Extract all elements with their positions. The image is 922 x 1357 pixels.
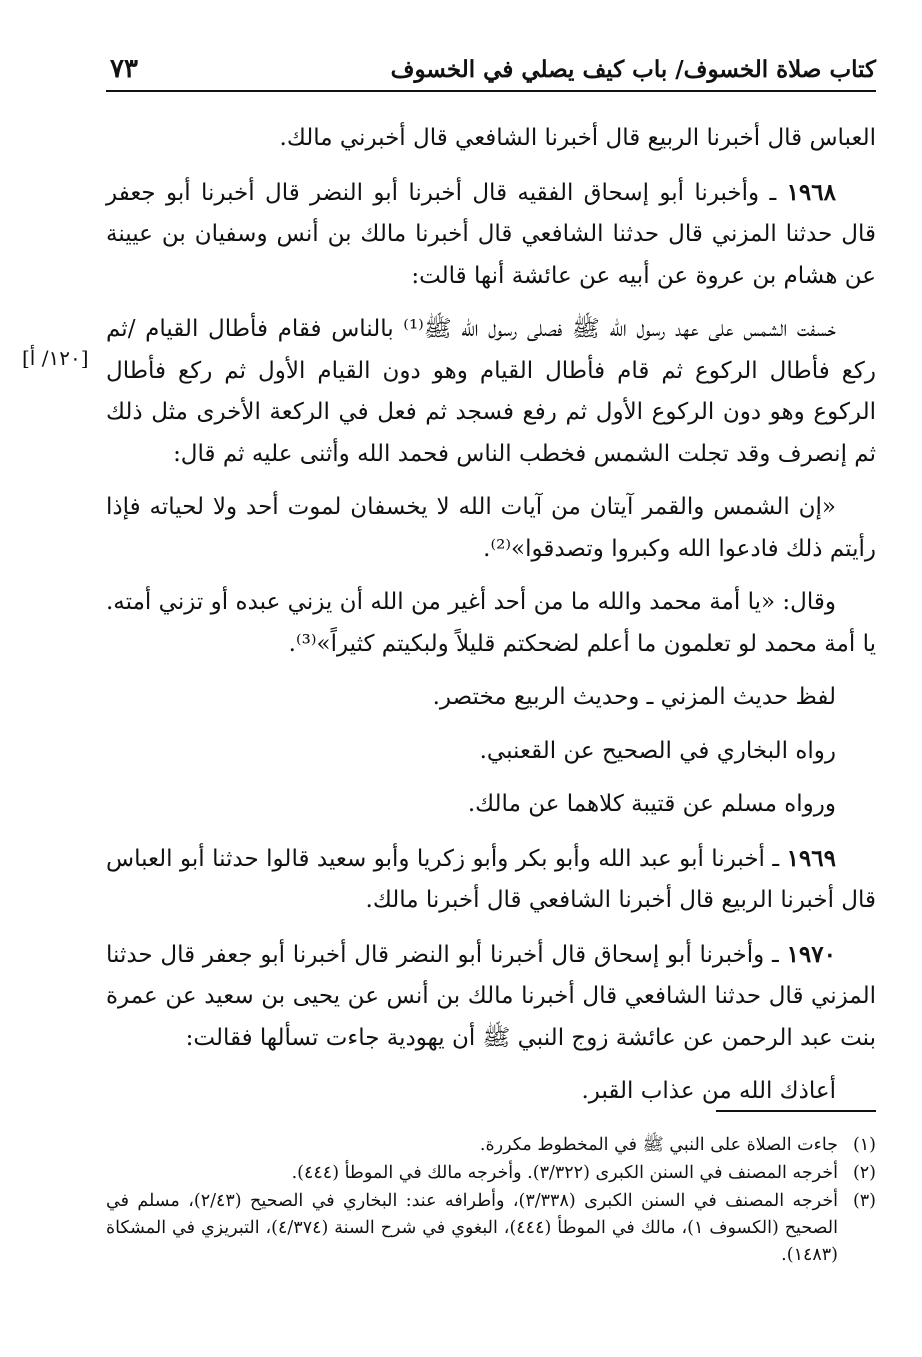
footnote <box>106 1160 876 1187</box>
hadith-number: ١٩٦٨ <box>786 178 836 206</box>
paragraph-text: ـ وأخبرنا أبو إسحاق الفقيه قال أخبرنا أبو النضر قال أخبرنا أبو جعفر قال حدثنا المزني قال حدثنا الشافعي قال أخبرنا مالك بن أنس وسفيان بن عيينة عن هشام بن عروة عن أبيه عن عائشة أنها قالت: <box>106 179 876 289</box>
paragraph-text: ـ وأخبرنا أبو إسحاق قال أخبرنا أبو النضر قال أخبرنا أبو جعفر قال حدثنا المزني قال حدثنا الشافعي قال أخبرنا مالك بن أنس عن يحيى بن سعيد عن عمرة بنت عبد الرحمن عن عائشة زوج النبي ﷺ أن يهودية جاءت تسألها فقالت: <box>106 941 876 1051</box>
page-header <box>106 50 876 92</box>
paragraph-text: «إن الشمس والقمر آيتان من آيات الله لا يخسفان لموت أحد ولا لحياته فإذا رأيتم ذلك فادعوا الله وكبروا وتصدقوا»⁽²⁾. <box>106 494 876 562</box>
footnotes <box>106 1132 876 1270</box>
paragraph <box>106 309 876 475</box>
paragraph <box>106 487 876 570</box>
paragraph-text: وقال: «يا أمة محمد والله ما من أحد أغير من الله أن يزني عبده أو تزني أمته. يا أمة محمد لو تعلمون ما أعلم لضحكتم قليلاً ولبكيتم كثيراً»⁽³⁾. <box>106 589 876 657</box>
paragraph-text: ـ أخبرنا أبو عبد الله وأبو بكر وأبو زكريا وأبو سعيد قالوا حدثنا أبو العباس قال أخبرنا الربيع قال أخبرنا الشافعي قال أخبرنا مالك. <box>106 845 876 913</box>
paragraph <box>106 118 876 160</box>
footnote-text: أخرجه المصنف في السنن الكبرى (٣/٣٣٨)، وأطرافه عند: البخاري في الصحيح (٢/٤٣)، مسلم في الصحيح (الكسوف ١)، مالك في الموطأ (٤٤٤)، البغوي في شرح السنة (٤/٣٧٤)، التبريزي في المشكاة (١٤٨٣). <box>106 1191 839 1265</box>
hadith-paragraph <box>106 838 876 922</box>
hadith-number: ١٩٦٩ <box>786 844 836 872</box>
footnote <box>106 1188 876 1269</box>
footnote <box>106 1132 876 1159</box>
paragraph-text: لفظ حديث المزني ـ وحديث الربيع مختصر. <box>432 684 836 710</box>
footnote-divider <box>716 1110 876 1112</box>
footnote-text: أخرجه المصنف في السنن الكبرى (٣/٣٢٢). وأخرجه مالك في الموطأ (٤٤٤). <box>291 1163 838 1183</box>
paragraph <box>106 784 876 826</box>
main-text <box>106 118 876 1125</box>
paragraph-text: خسفت الشمس على عهد رسول الله ﷺ فصلى رسول الله ﷺ⁽¹⁾ بالناس فقام فأطال القيام /ثم ركع فأطال الركوع ثم قام فأطال القيام وهو دون القيام الأول ثم ركع فأطال الركوع وهو دون الركوع الأول ثم رفع فسجد ثم فعل في الركعة الأخرى مثل ذلك ثم إنصرف وقد تجلت الشمس فخطب الناس فحمد الله وأثنى عليه ثم قال: <box>106 316 876 467</box>
manuscript-folio-note: [١٢٠/ أ] <box>22 346 89 370</box>
paragraph-text: رواه البخاري في الصحيح عن القعنبي. <box>479 737 836 764</box>
paragraph-text: ورواه مسلم عن قتيبة كلاهما عن مالك. <box>467 791 836 817</box>
page-number: ٧٣ <box>110 54 138 84</box>
hadith-number: ١٩٧٠ <box>786 940 836 968</box>
footnote-text: جاءت الصلاة على النبي ﷺ في المخطوط مكررة. <box>479 1135 838 1155</box>
paragraph <box>106 677 876 719</box>
paragraph-text: أعاذك الله من عذاب القبر. <box>581 1078 836 1104</box>
hadith-paragraph <box>106 172 876 298</box>
footnote-number: (٢) <box>852 1163 876 1183</box>
hadith-paragraph <box>106 934 876 1060</box>
paragraph <box>106 582 876 665</box>
paragraph <box>106 1071 876 1113</box>
running-title: كتاب صلاة الخسوف/ باب كيف يصلي في الخسوف <box>390 56 876 83</box>
footnote-number: (٣) <box>852 1191 876 1211</box>
paragraph <box>106 731 876 773</box>
paragraph-text: العباس قال أخبرنا الربيع قال أخبرنا الشافعي قال أخبرني مالك. <box>279 125 876 151</box>
footnote-number: (١) <box>852 1135 876 1155</box>
